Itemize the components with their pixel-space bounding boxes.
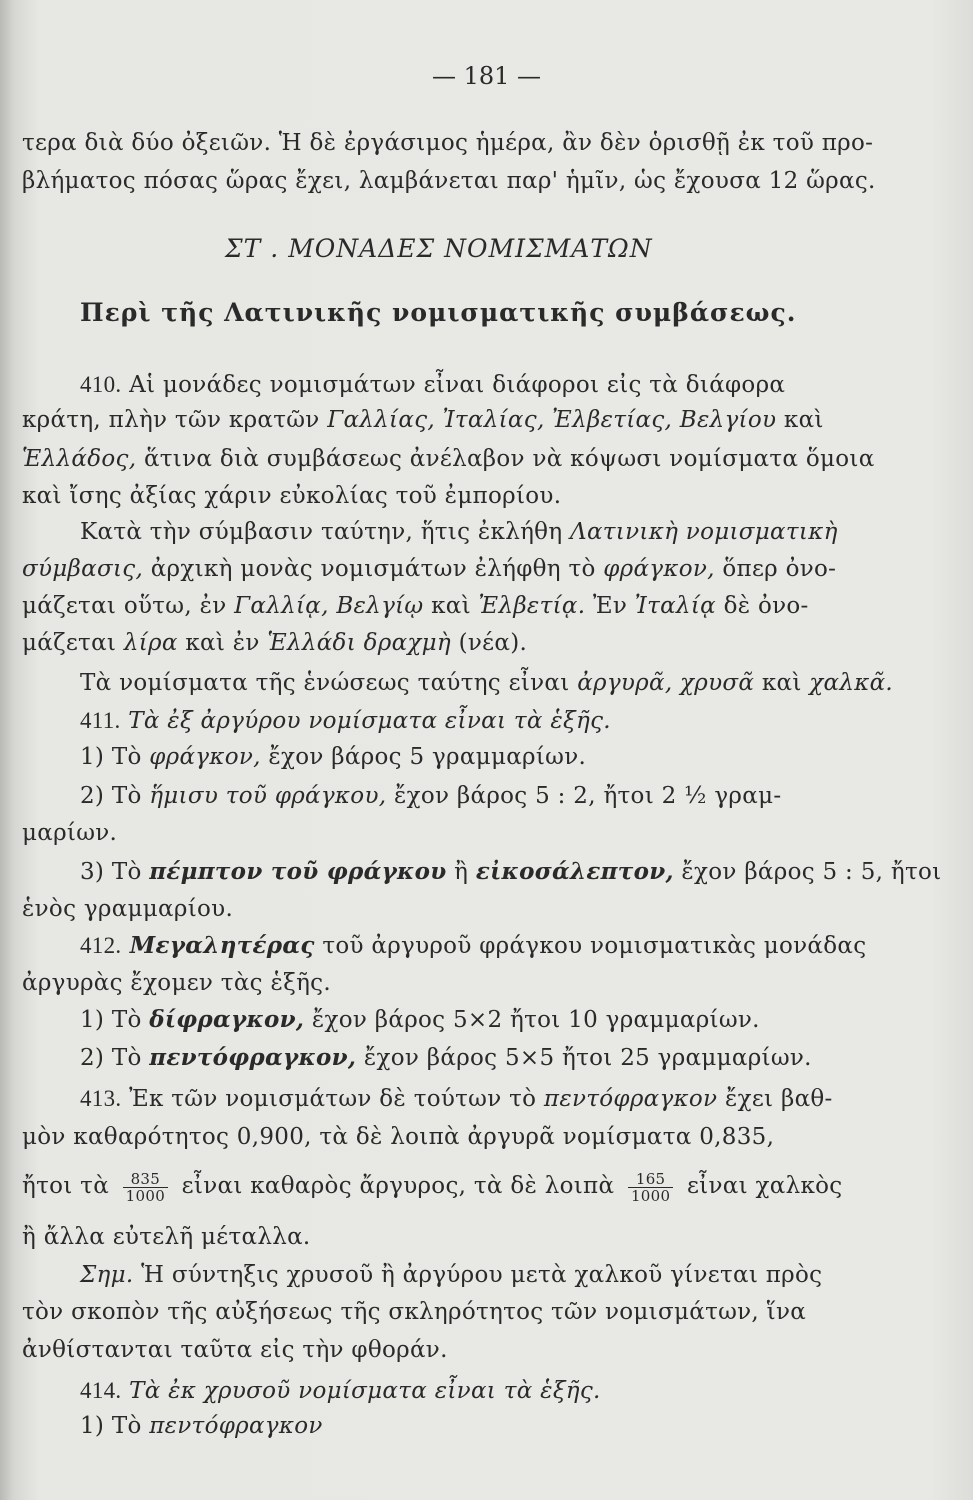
fraction-835-1000: $\frac{835}{1000}$ — [123, 1171, 168, 1204]
note-line: τὸν σκοπὸν τῆς αὐξήσεως τῆς σκληρότητος τῶν νομισμάτων, ἵνα — [22, 1299, 807, 1325]
list-item: 2) Τὸ ἥμισυ τοῦ φράγκου, ἔχον βάρος 5 : 2, ἤτοι 2 ½ γραμ- — [80, 783, 782, 809]
paragraph-412-line: 412. Μεγαλητέρας τοῦ ἀργυροῦ φράγκου νομισματικὰς μονάδας — [80, 932, 867, 959]
note-line: ἀνθίστανται ταῦτα εἰς τὴν φθοράν. — [22, 1337, 448, 1363]
paragraph-number: 411. — [80, 708, 121, 733]
list-item: μαρίων. — [22, 820, 118, 846]
paragraph-413-line: ἢ ἄλλα εὐτελῆ μέταλλα. — [22, 1224, 311, 1250]
subsection-title: Περὶ τῆς Λατινικῆς νομισματικῆς συμβάσεως. — [80, 298, 797, 327]
paragraph-number: 414. — [80, 1378, 122, 1403]
paragraph-line: μάζεται λίρα καὶ ἐν Ἑλλάδι δραχμὴ (νέα). — [22, 630, 528, 656]
paragraph-410-line: καὶ ἴσης ἀξίας χάριν εὐκολίας τοῦ ἐμπορίου. — [22, 483, 562, 509]
paragraph-number: 410. — [80, 372, 122, 397]
text-line: τερα διὰ δύο ὀξειῶν. Ἡ δὲ ἐργάσιμος ἡμέρα, ἂν δὲν ὁρισθῇ ἐκ τοῦ προ- — [22, 130, 874, 156]
note-line: Σημ. Ἡ σύντηξις χρυσοῦ ἢ ἀργύρου μετὰ χαλκοῦ γίνεται πρὸς — [80, 1262, 823, 1288]
paragraph-line: σύμβασις, ἀρχικὴ μονὰς νομισμάτων ἐλήφθη τὸ φράγκον, ὅπερ ὀνο- — [22, 556, 837, 582]
paragraph-413-line: 413. Ἐκ τῶν νομισμάτων δὲ τούτων τὸ πεντόφραγκον ἔχει βαθ- — [80, 1086, 833, 1112]
list-item: 1) Τὸ πεντόφραγκον — [80, 1413, 323, 1439]
list-item: 1) Τὸ δίφραγκον, ἔχον βάρος 5×2 ἤτοι 10 γραμμαρίων. — [80, 1006, 760, 1033]
paragraph-410-line: Ἑλλάδος, ἅτινα διὰ συμβάσεως ἀνέλαβον νὰ κόψωσι νομίσματα ὅμοια — [22, 446, 875, 472]
paragraph-414-title: 414. Τὰ ἐκ χρυσοῦ νομίσματα εἶναι τὰ ἑξῆς. — [80, 1378, 601, 1404]
paragraph-line: μάζεται οὕτω, ἐν Γαλλίᾳ, Βελγίῳ καὶ Ἐλβετίᾳ. Ἐν Ἰταλίᾳ δὲ ὀνο- — [22, 593, 809, 619]
list-item: ἑνὸς γραμμαρίου. — [22, 896, 234, 922]
list-item: 1) Τὸ φράγκον, ἔχον βάρος 5 γραμμαρίων. — [80, 744, 587, 770]
paragraph-line: Τὰ νομίσματα τῆς ἑνώσεως ταύτης εἶναι ἀργυρᾶ, χρυσᾶ καὶ χαλκᾶ. — [80, 670, 894, 696]
paragraph-410-line: 410. Αἱ μονάδες νομισμάτων εἶναι διάφοροι εἰς τὰ διάφορα — [80, 372, 786, 398]
list-item: 2) Τὸ πεντόφραγκον, ἔχον βάρος 5×5 ἤτοι 25 γραμμαρίων. — [80, 1044, 812, 1071]
paragraph-number: 412. — [80, 933, 122, 958]
paragraph-line: Κατὰ τὴν σύμβασιν ταύτην, ἥτις ἐκλήθη Λατινικὴ νομισματικὴ — [80, 519, 838, 545]
section-title: ΣΤ . ΜΟΝΑΔΕΣ ΝΟΜΙΣΜΑΤΩΝ — [225, 234, 653, 263]
paragraph-413-line: μὸν καθαρότητος 0,900, τὰ δὲ λοιπὰ ἀργυρᾶ νομίσματα 0,835, — [22, 1124, 775, 1150]
list-item: 3) Τὸ πέμπτον τοῦ φράγκου ἢ εἰκοσάλεπτον, ἔχον βάρος 5 : 5, ἤτοι — [80, 858, 942, 885]
paragraph-411-title: 411. Τὰ ἐξ ἀργύρου νομίσματα εἶναι τὰ ἑξῆς. — [80, 708, 611, 734]
note-label: Σημ. — [80, 1262, 134, 1288]
page-number: — 181 — — [431, 62, 542, 90]
paragraph-number: 413. — [80, 1086, 122, 1111]
fraction-165-1000: $\frac{165}{1000}$ — [628, 1171, 673, 1204]
paragraph-412-line: ἀργυρὰς ἔχομεν τὰς ἑξῆς. — [22, 970, 331, 996]
text-line: βλήματος πόσας ὥρας ἔχει, λαμβάνεται παρ' ἡμῖν, ὡς ἔχουσα 12 ὥρας. — [22, 168, 876, 194]
paragraph-410-line: κράτη, πλὴν τῶν κρατῶν Γαλλίας, Ἰταλίας, Ἐλβετίας, Βελγίου καὶ — [22, 407, 824, 433]
paragraph-413-line: ἤτοι τὰ $\frac{835}{1000}$ εἶναι καθαρὸς ἄργυρος, τὰ δὲ λοιπὰ $\frac{165}{1000}$ εἶναι χαλκὸς — [22, 1169, 843, 1205]
